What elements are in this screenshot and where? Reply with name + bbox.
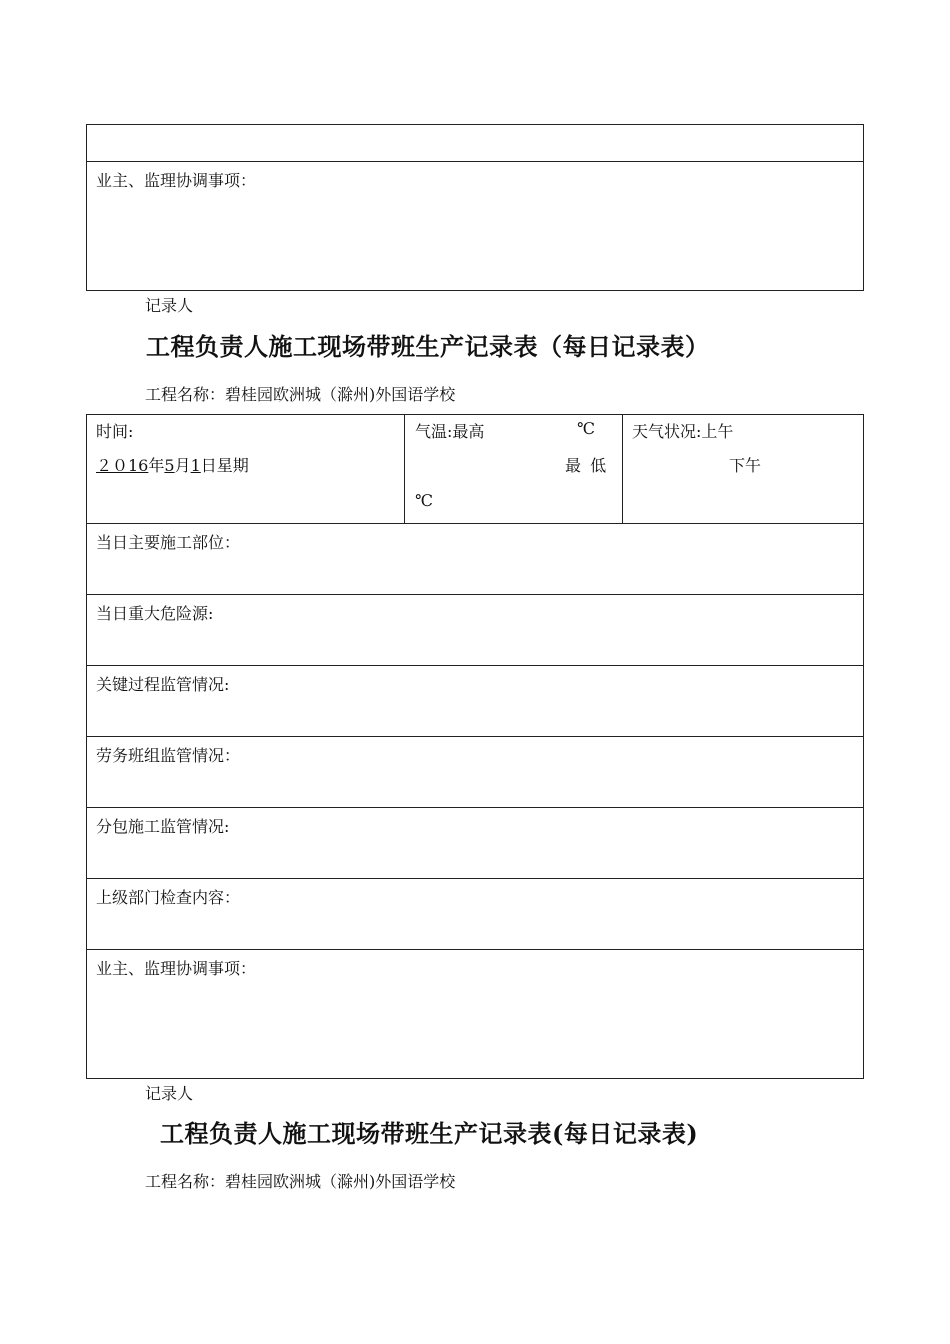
recorder-label: 记录人 bbox=[145, 296, 194, 315]
date-month-suffix: 月 bbox=[174, 456, 191, 475]
form-title-2: 工程负责人施工现场带班生产记录表(每日记录表) bbox=[160, 1119, 699, 1148]
project-name-2: 工程名称：碧桂园欧洲城（滁州)外国语学校 bbox=[145, 1172, 456, 1191]
weather-morning-label: 天气状况:上午 bbox=[632, 422, 734, 441]
section-label: 当日重大危险源: bbox=[96, 604, 214, 623]
section-label: 业主、监理协调事项： bbox=[96, 959, 257, 978]
date-year-suffix: 年 bbox=[148, 456, 165, 475]
section-row-subcontract bbox=[87, 808, 863, 879]
section-row-major-hazards bbox=[87, 595, 863, 666]
form-title: 工程负责人施工现场带班生产记录表（每日记录表） bbox=[146, 332, 710, 361]
temp-high-unit: ℃ bbox=[577, 419, 595, 438]
weather-afternoon-label: 下午 bbox=[729, 456, 762, 475]
section-label: 分包施工监管情况: bbox=[96, 817, 230, 836]
date-year: ２０16 bbox=[96, 456, 149, 475]
section-label: 上级部门检查内容： bbox=[96, 888, 241, 907]
time-cell bbox=[87, 415, 405, 523]
temp-low-label: 最 低 bbox=[565, 456, 607, 475]
top-table-coordination-row bbox=[87, 162, 863, 290]
temperature-cell bbox=[405, 415, 623, 523]
coordination-label: 业主、监理协调事项： bbox=[96, 171, 257, 190]
top-table bbox=[86, 124, 864, 291]
section-row-key-process bbox=[87, 666, 863, 737]
section-row-labor-team bbox=[87, 737, 863, 808]
section-label: 当日主要施工部位： bbox=[96, 533, 241, 552]
section-row-coordination bbox=[87, 950, 863, 1078]
section-row-main-parts bbox=[87, 524, 863, 595]
section-label: 劳务班组监管情况： bbox=[96, 746, 241, 765]
temp-low-unit: ℃ bbox=[415, 491, 433, 510]
section-row-inspection bbox=[87, 879, 863, 950]
date-day: 1 bbox=[190, 456, 201, 475]
weather-cell bbox=[623, 415, 863, 523]
recorder-label-2: 记录人 bbox=[145, 1084, 194, 1103]
date-month: 5 bbox=[164, 456, 175, 475]
date-day-suffix: 日星期 bbox=[200, 456, 249, 475]
top-table-empty-row bbox=[87, 125, 863, 162]
header-row bbox=[87, 415, 863, 524]
section-label: 关键过程监管情况: bbox=[96, 675, 230, 694]
temp-high-label: 气温:最高 bbox=[415, 422, 485, 441]
daily-record-table bbox=[86, 414, 864, 1079]
date-value bbox=[96, 453, 249, 476]
project-name: 工程名称：碧桂园欧洲城（滁州)外国语学校 bbox=[145, 385, 456, 404]
time-label: 时间: bbox=[96, 422, 134, 441]
